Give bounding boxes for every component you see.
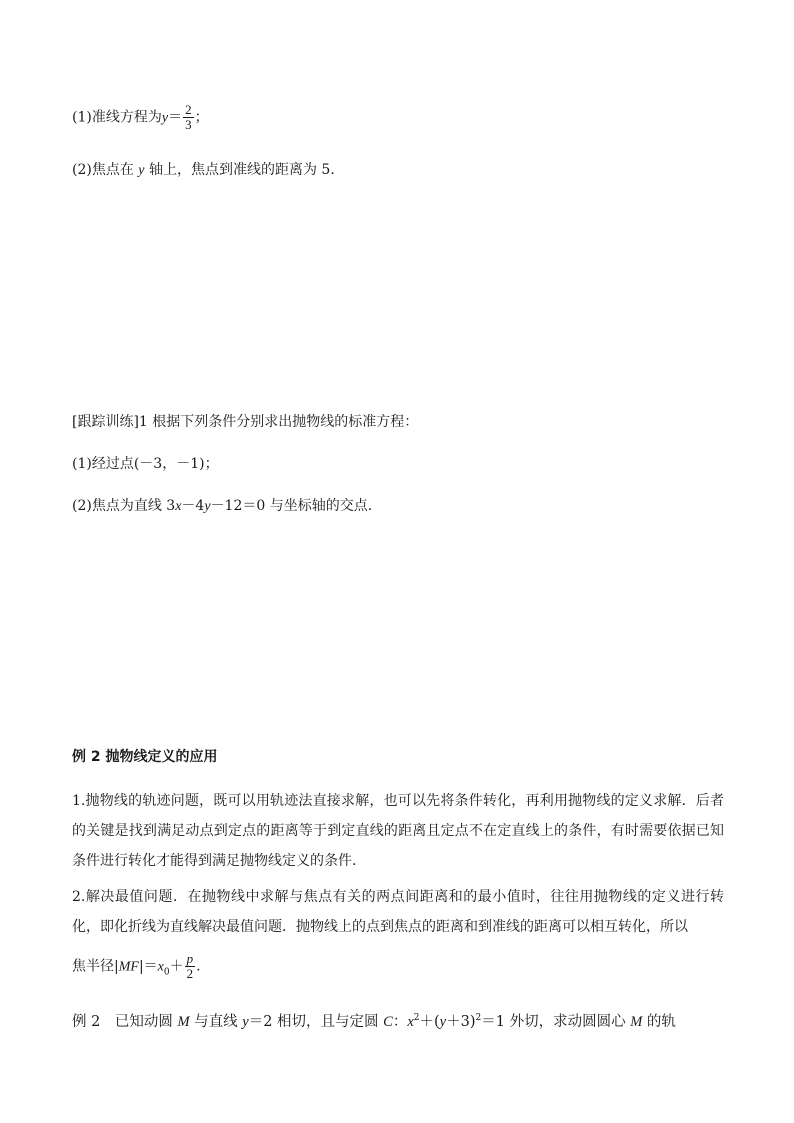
problem-y: y [242,1013,249,1030]
problem-y2: y [439,1013,447,1030]
part1-denominator: 3 [185,117,192,132]
example2-problem [72,1008,676,1032]
item2-prefix: (2)焦点为直线 3 [72,498,176,514]
problem-d: ： [392,1013,408,1030]
part2-prefix: (2)焦点在 [72,162,134,178]
problem-circle-c: C [383,1013,393,1030]
problem-h: 的轨 [642,1013,676,1030]
focal-radius-label: 焦半径| [72,958,119,975]
problem-m1: M [177,1013,190,1030]
problem-g: ＝1 外切，求动圆圆心 [481,1013,631,1030]
problem-x: x [407,1013,414,1030]
problem-part-2 [72,160,335,181]
item2-y: y [204,499,211,514]
part1-eq: ＝ [168,109,183,126]
problem-a: 例 2 已知动圆 [72,1013,178,1030]
part1-numerator: 2 [185,102,192,117]
example2-para-1: 1.抛物线的轨迹问题，既可以用轨迹法直接求解，也可以先将条件转化，再利用抛物线的定义求解．后者的关键是找到满足动点到定点的距离等于到定直线的距离且定点不在定直线上的条件，有时需要依据已知条件进行转化才能得到满足抛物线定义的条件． [72,793,724,869]
focal-radius-eq: |＝ [138,958,158,975]
part2-suffix: 轴上，焦点到准线的距离为 5. [148,162,335,178]
item2-suffix: －12＝0 与坐标轴的交点. [210,498,373,514]
focal-radius-numerator: p [186,951,194,966]
focal-radius-x: x [157,959,164,975]
training-item-2 [72,496,372,517]
focal-radius-sub: 0 [163,967,170,978]
problem-e: ＋( [419,1013,440,1030]
part1-suffix: ； [194,109,209,126]
focal-radius-denominator: 2 [186,966,194,981]
problem-b: 与直线 [189,1013,243,1030]
training-item-1: (1)经过点(－3，－1)； [72,456,219,472]
problem-part-1 [72,103,209,132]
problem-f: ＋3) [446,1013,476,1030]
problem-c: ＝2 相切，且与定圆 [248,1013,384,1030]
item2-mid: －4 [181,498,205,514]
part1-prefix: (1)准线方程为 [72,109,162,126]
problem-m2: M [630,1013,643,1030]
part2-var: y [138,163,145,178]
example2-para-2-tail [72,952,201,984]
problem-sup2: 2 [475,1013,482,1023]
part1-var: y [161,110,169,126]
item2-x: x [175,499,182,514]
focal-radius-end: . [196,958,201,975]
focal-radius-fraction [185,952,196,981]
focal-radius-mf: MF [118,959,139,975]
example2-heading: 例 2 抛物线定义的应用 [72,749,218,765]
problem-sup1: 2 [413,1013,420,1023]
example2-para-2: 2.解决最值问题．在抛物线中求解与焦点有关的两点间距离和的最小值时，往往用抛物线的定义进行转化，即化折线为直线解决最值问题．抛物线上的点到焦点的距离和到准线的距离可以相互转化，所以 [72,889,724,935]
focal-radius-plus: ＋ [169,958,184,975]
training-title: [跟踪训练]1 根据下列条件分别求出抛物线的标准方程： [72,414,419,430]
part1-fraction [183,103,194,132]
